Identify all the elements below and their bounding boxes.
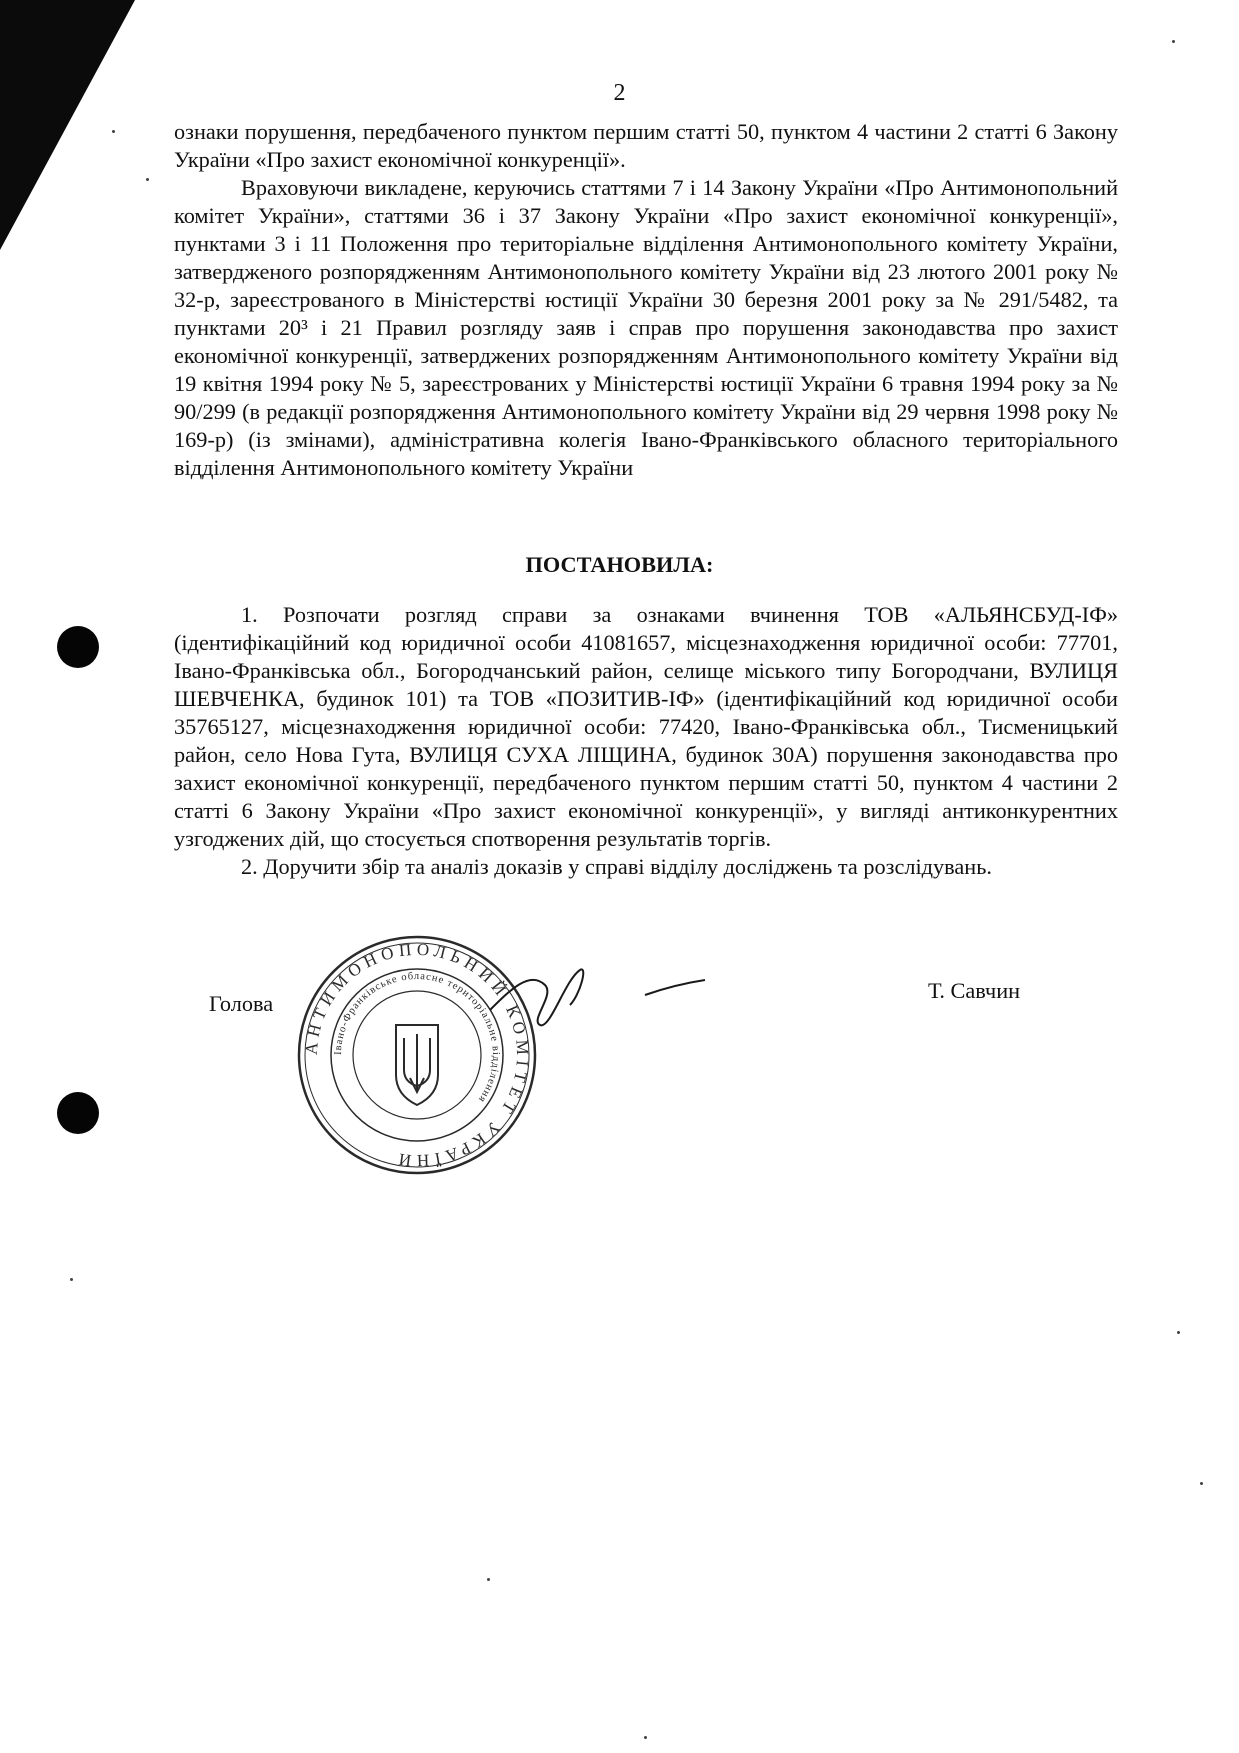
page-number: 2 [613,80,626,106]
scan-speck [1200,1482,1203,1485]
scan-speck [644,1736,647,1739]
decision-item: 2. Доручити збір та аналіз доказів у справі відділу досліджень та розслідувань. [241,854,992,879]
intro-paragraph: ознаки порушення, передбаченого пунктом першим статті 50, пунктом 4 частини 2 статті 6 Закону України «Про захист економічної конкуренції». [174,119,1118,172]
scan-speck [70,1278,73,1281]
scan-corner-mark [0,0,135,250]
decision-heading: ПОСТАНОВИЛА: [525,552,714,577]
intro-paragraph: Враховуючи викладене, керуючись статтями 7 і 14 Закону України «Про Антимонопольний комітет України», статтями 36 і 37 Закону України «Про захист економічної конкуренції», пунктами 3 і 11 Положення про територіальне відділення Антимонопольного комітету України, затвердженого розпорядженням Антимонопольного комітету України від 23 лютого 2001 року № 32-р, зареєстрованого в Міністерстві юстиції України 30 березня 2001 року за № 291/5482, та пунктами 20³ і 21 Правил розгляду заяв і справ про порушення законодавства про захист економічної конкуренції, затверджених розпорядженням Антимонопольного комітету України від 19 квітня 1994 року № 5, зареєстрованих у Міністерстві юстиції України 6 травня 1994 року за № 90/299 (в редакції розпорядження Антимонопольного комітету України від 29 червня 1998 року № 169-р) (із змінами), адміністративна колегія Івано-Франківського обласного територіального відділення Антимонопольного комітету України [174,175,1118,480]
coat-of-arms-icon [396,1025,438,1105]
scan-speck [1177,1331,1180,1334]
decision-section [174,601,1118,881]
stamp-inner-text: Івано-Франківське обласне територіальне відділення [332,970,502,1105]
intro-section [174,118,1118,482]
stamp-outer-text: АНТИМОНОПОЛЬНИЙ КОМІТЕТ УКРАЇНИ [301,939,533,1171]
scan-speck [146,178,149,181]
scan-speck [1172,40,1175,43]
decision-item: 1. Розпочати розгляд справи за ознаками вчинення ТОВ «АЛЬЯНСБУД-ІФ» (ідентифікаційний код юридичної особи 41081657, місцезнаходження юридичної особи: 77701, Івано-Франківська обл., Богородчанський район, селище міського типу Богородчани, ВУЛИЦЯ ШЕВЧЕНКА, будинок 101) та ТОВ «ПОЗИТИВ-ІФ» (ідентифікаційний код юридичної особи 35765127, місцезнаходження юридичної особи: 77420, Івано-Франківська обл., Тисменицький район, село Нова Гута, ВУЛИЦЯ СУХА ЛІЩИНА, будинок 30А) порушення законодавства про захист економічної конкуренції, передбаченого пунктом першим статті 50, пунктом 4 частини 2 статті 6 Закону України «Про захист економічної конкуренції», у вигляді антиконкурентних узгоджених дій, що стосується спотворення результатів торгів. [174,602,1118,851]
scan-speck [487,1578,490,1581]
handwritten-signature [470,950,710,1040]
signatory-name: Т. Савчин [928,978,1021,1003]
signatory-title: Голова [209,991,274,1016]
binder-hole [57,1092,99,1134]
scan-speck [112,130,115,133]
binder-hole [57,626,99,668]
